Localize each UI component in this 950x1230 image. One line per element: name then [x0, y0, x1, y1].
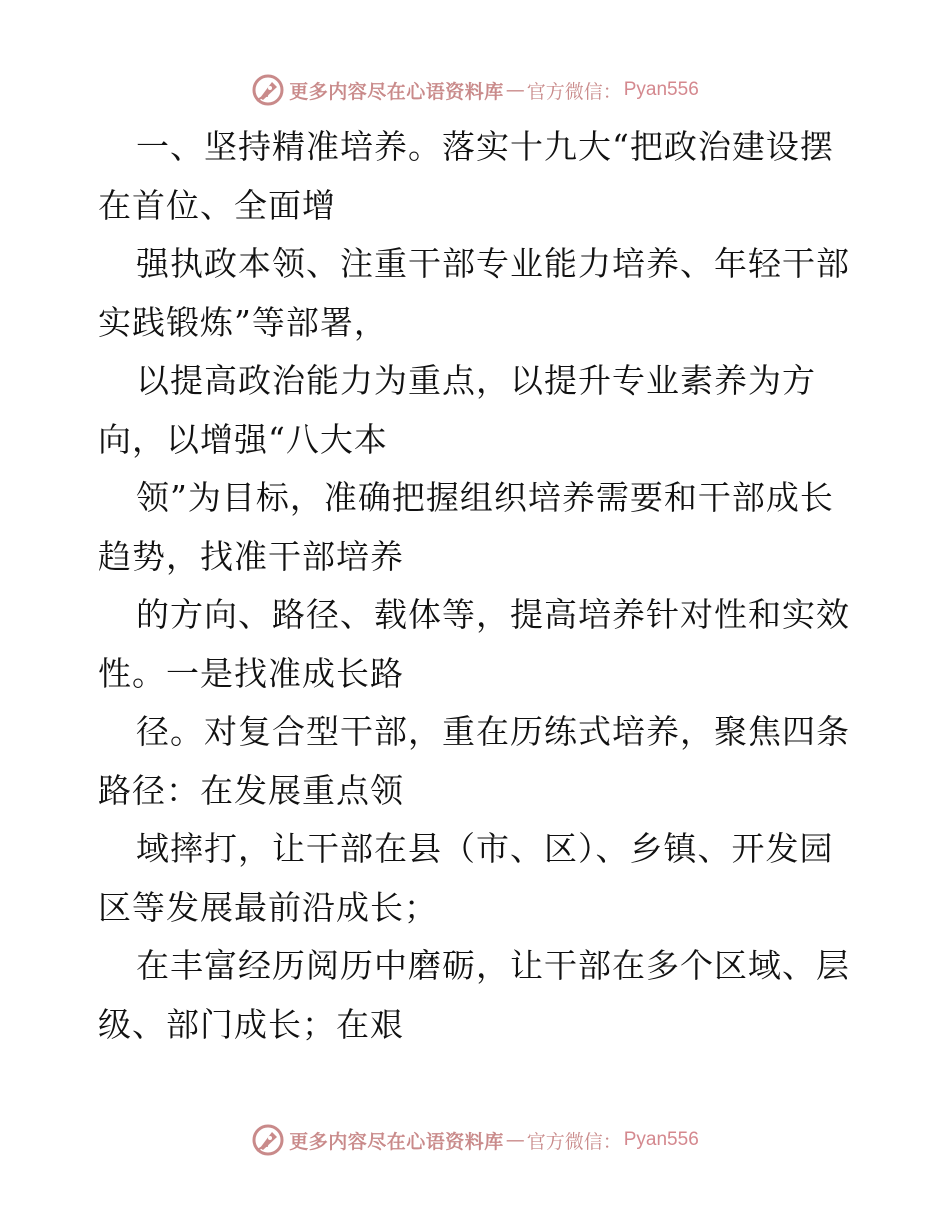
watermark-separator: — [505, 1129, 525, 1151]
body-line: 在丰富经历阅历中磨砺，让干部在多个区域、层 [136, 946, 850, 985]
body-line: 域摔打，让干部在县（市、区）、乡镇、开发园 [136, 829, 834, 868]
body-line: 径。对复合型干部，重在历练式培养，聚焦四条 [136, 712, 850, 751]
body-line: 强执政本领、注重干部专业能力培养、年轻干部 [136, 244, 850, 283]
body-line: 向，以增强“八大本 [98, 419, 388, 459]
watermark-wechat-id: Pyan556 [623, 79, 699, 100]
body-line: 级、部门成长；在艰 [98, 1004, 404, 1044]
pen-nib-circle-icon [251, 1123, 285, 1157]
body-line: 实践锻炼”等部署， [98, 302, 388, 342]
watermark-brand: 更多内容尽在心语资料库 [289, 1130, 504, 1153]
document-body [98, 118, 858, 1054]
body-line: 趋势，找准干部培养 [98, 536, 404, 576]
footer-watermark [0, 1120, 950, 1160]
body-line: 路径：在发展重点领 [98, 770, 404, 810]
body-line: 性。一是找准成长路 [98, 653, 404, 693]
body-line: 以提高政治能力为重点，以提升专业素养为方 [136, 361, 816, 400]
pen-nib-circle-icon [251, 73, 285, 107]
body-line: 领”为目标，准确把握组织培养需要和干部成长 [136, 478, 834, 517]
watermark-brand: 更多内容尽在心语资料库 [289, 80, 504, 103]
body-line: 一、坚持精准培养。落实十九大“把政治建设摆 [136, 127, 834, 166]
watermark-official-label: 官方微信： [526, 1130, 622, 1153]
body-line: 的方向、路径、载体等，提高培养针对性和实效 [136, 595, 850, 634]
header-watermark [0, 70, 950, 110]
watermark-official-label: 官方微信： [526, 80, 622, 103]
body-line: 在首位、全面增 [98, 185, 336, 225]
body-line: 区等发展最前沿成长； [98, 887, 438, 927]
watermark-separator: — [505, 79, 525, 101]
watermark-wechat-id: Pyan556 [623, 1129, 699, 1150]
